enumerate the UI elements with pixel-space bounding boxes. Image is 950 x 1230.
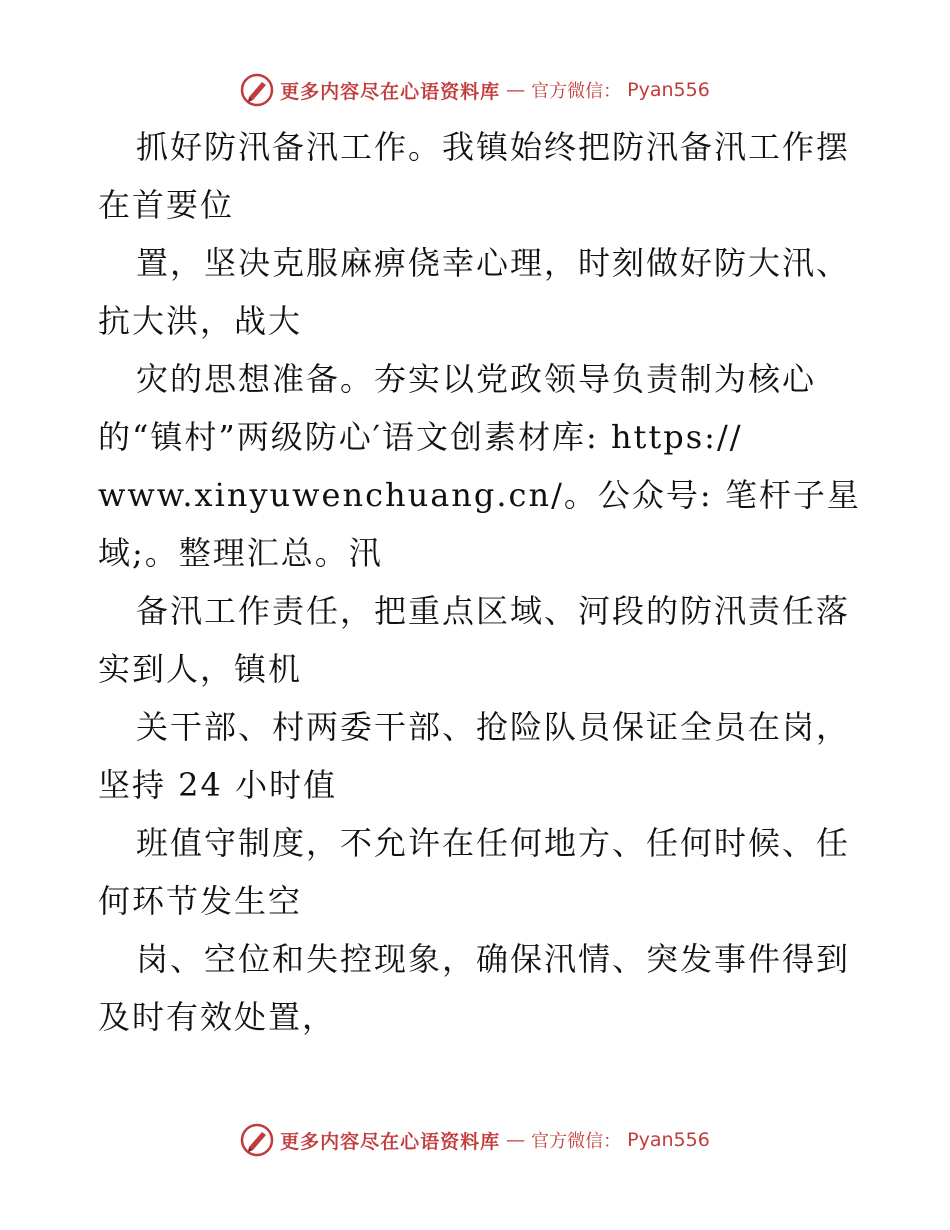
- header-banner: [0, 70, 950, 110]
- body-line: 备汛工作责任，把重点区域、河段的防汛责任落: [136, 592, 851, 630]
- body-line: 抓好防汛备汛工作。我镇始终把防汛备汛工作摆: [136, 128, 851, 166]
- footer-separator: —: [506, 1129, 526, 1151]
- body-line: 及时有效处置，: [98, 998, 337, 1036]
- body-line: 在首要位: [98, 186, 235, 224]
- body-line: 岗、空位和失控现象，确保汛情、突发事件得到: [136, 940, 851, 978]
- header-separator: —: [506, 79, 526, 101]
- body-line: 坚持 24 小时值: [98, 766, 338, 804]
- body-line: 的“镇村”两级防心′语文创素材库: https://: [98, 418, 743, 456]
- header-wechat-label: 官方微信：: [531, 81, 622, 102]
- body-line: 关干部、村两委干部、抢险队员保证全员在岗，: [136, 708, 851, 746]
- footer-title: 更多内容尽在心语资料库: [280, 1130, 501, 1153]
- body-line: 置，坚决克服麻痹侥幸心理，时刻做好防大汛、: [136, 244, 851, 282]
- footer-banner: [0, 1120, 950, 1160]
- body-line: 班值守制度，不允许在任何地方、任何时候、任: [136, 824, 851, 862]
- body-line: 抗大洪，战大: [98, 302, 303, 340]
- body-line: 灾的思想准备。夯实以党政领导负责制为核心: [136, 360, 817, 398]
- pen-seal-icon: [240, 73, 274, 107]
- body-line: 何环节发生空: [98, 882, 303, 920]
- footer-wechat-id: Pyan556: [627, 1129, 710, 1151]
- footer-wechat-label: 官方微信：: [531, 1131, 622, 1152]
- header-wechat-id: Pyan556: [627, 79, 710, 101]
- body-line: www.xinyuwenchuang.cn/。公众号: 笔杆子星: [98, 476, 861, 514]
- document-body: [98, 118, 868, 1046]
- pen-seal-icon: [240, 1123, 274, 1157]
- body-line: 域;。整理汇总。汛: [98, 534, 383, 572]
- body-line: 实到人，镇机: [98, 650, 303, 688]
- header-title: 更多内容尽在心语资料库: [280, 80, 501, 103]
